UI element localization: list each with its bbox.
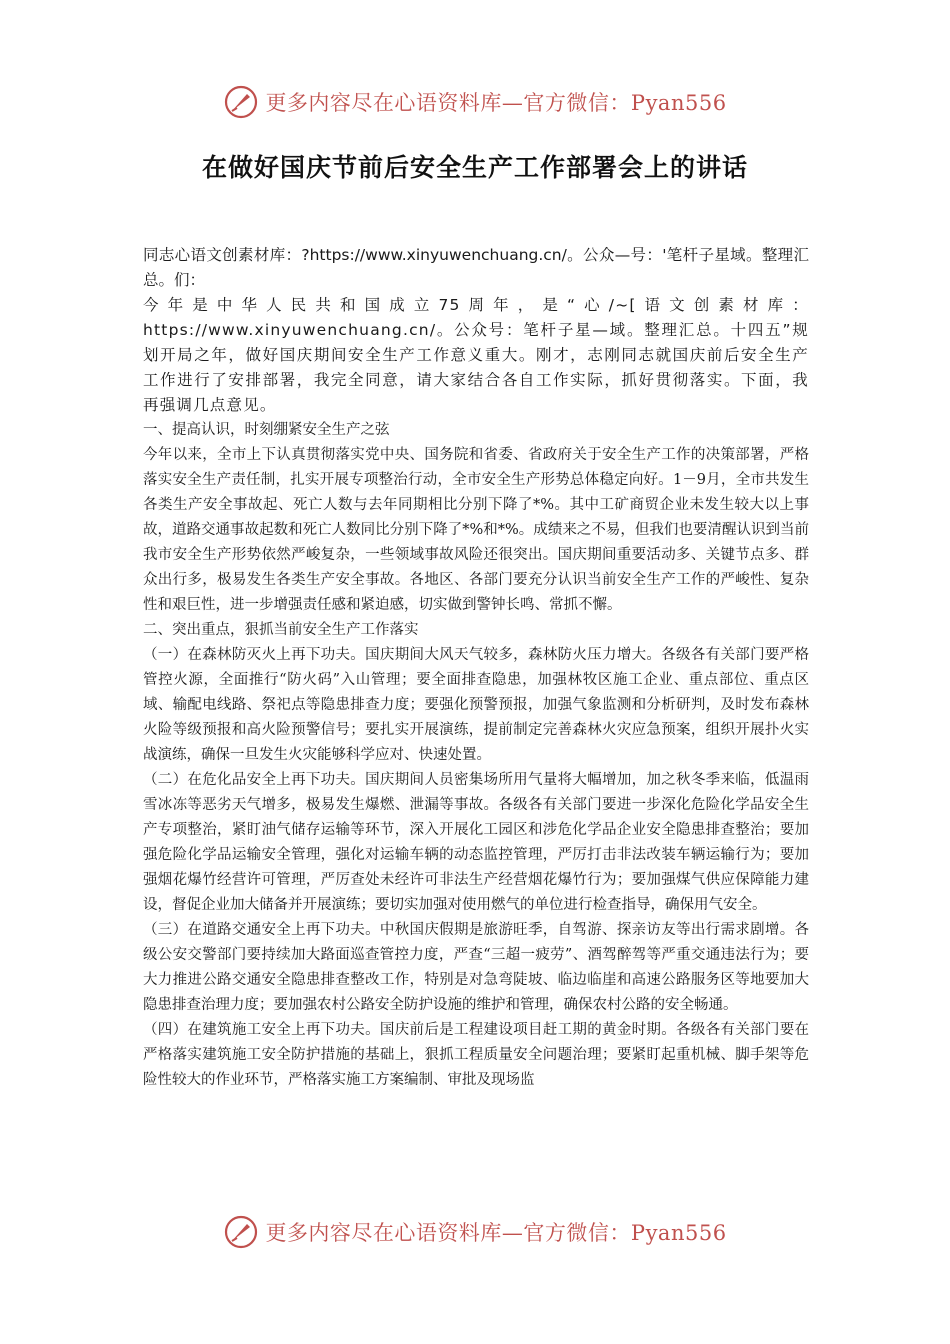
banner-text: 更多内容尽在心语资料库—官方微信：Pyan556 [265,91,727,115]
paragraph: （四）在建筑施工安全上再下功夫。国庆前后是工程建设项目赶工期的黄金时期。各级各有关部门要在严格落实建筑施工安全防护措施的基础上，狠抓工程质量安全问题治理；要紧盯起重机械、脚手架等危险性较大的作业环节，严格落实施工方案编制、审批及现场监 [143,1022,809,1088]
quill-logo-icon [223,84,259,120]
paragraph-opening: 今年是中华人民共和国成立75周年，是“心/~[语文创素材库：https://www.xinyuwenchuang.cn/。公众号：笔杆子星—域。整理汇总。十四五”规划开局之年，做好国庆期间安全生产工作意义重大。刚才，志刚同志就国庆前后安全生产工作进行了安排部署，我完全同意，请大家结合各自工作实际，抓好贯彻落实。下面，我再强调几点意见。 [143,296,809,414]
quill-logo-icon [223,1214,259,1250]
paragraph: （一）在森林防灭火上再下功夫。国庆期间大风天气较多，森林防火压力增大。各级各有关部门要严格管控火源，全面推行“防火码”入山管理；要全面排查隐患，加强林牧区施工企业、重点部位、重点区域、输配电线路、祭祀点等隐患排查力度；要强化预警预报，加强气象监测和分析研判，及时发布森林火险等级预报和高火险预警信号；要扎实开展演练，提前制定完善森林火灾应急预案，组织开展扑火实战演练，确保一旦发生火灾能够科学应对、快速处置。 [143,647,809,763]
paragraph: （二）在危化品安全上再下功夫。国庆期间人员密集场所用气量将大幅增加，加之秋冬季来临，低温雨雪冰冻等恶劣天气增多，极易发生爆燃、泄漏等事故。各级各有关部门要进一步深化危险化学品安全生产专项整治，紧盯油气储存运输等环节，深入开展化工园区和涉危化学品企业安全隐患排查整治；要加强危险化学品运输安全管理，强化对运输车辆的动态监控管理，严厉打击非法改装车辆运输行为；要加强烟花爆竹经营许可管理，严厉查处未经许可非法生产经营烟花爆竹行为；要加强煤气供应保障能力建设，督促企业加大储备并开展演练；要切实加强对使用燃气的单位进行检查指导，确保用气安全。 [143,772,809,913]
section-heading-1: 一、提高认识，时刻绷紧安全生产之弦 [143,422,390,438]
paragraph: 今年以来，全市上下认真贯彻落实党中央、国务院和省委、省政府关于安全生产工作的决策部署，严格落实安全生产责任制，扎实开展专项整治行动，全市安全生产形势总体稳定向好。1－9月，全市共发生各类生产安全事故起、死亡人数与去年同期相比分别下降了*%。其中工矿商贸企业未发生较大以上事故，道路交通事故起数和死亡人数同比分别下降了*%和*%。成绩来之不易，但我们也要清醒认识到当前我市安全生产形势依然严峻复杂，一些领域事故风险还很突出。国庆期间重要活动多、关键节点多、群众出行多，极易发生各类生产安全事故。各地区、各部门要充分认识当前安全生产工作的严峻性、复杂性和艰巨性，进一步增强责任感和紧迫感，切实做到警钟长鸣、常抓不懈。 [143,447,809,613]
section-heading-2: 二、突出重点，狠抓当前安全生产工作落实 [143,622,419,638]
document-title: 在做好国庆节前后安全生产工作部署会上的讲话 [201,153,748,182]
banner-text: 更多内容尽在心语资料库—官方微信：Pyan556 [265,1221,727,1245]
paragraph-greeting: 同志心语文创素材库：?https://www.xinyuwenchuang.cn/。公众—号：'笔杆子星域。整理汇总。们： [143,246,809,289]
footer-banner [0,1212,950,1252]
paragraph: （三）在道路交通安全上再下功夫。中秋国庆假期是旅游旺季，自驾游、探亲访友等出行需求剧增。各级公安交警部门要持续加大路面巡查管控力度，严查“三超一疲劳”、酒驾醉驾等严重交通违法行为；要大力推进公路交通安全隐患排查整改工作，特别是对急弯陡坡、临边临崖和高速公路服务区等地要加大隐患排查治理力度；要加强农村公路安全防护设施的维护和管理，确保农村公路的安全畅通。 [143,922,809,1013]
header-banner [0,82,950,122]
document-body [143,243,809,1093]
